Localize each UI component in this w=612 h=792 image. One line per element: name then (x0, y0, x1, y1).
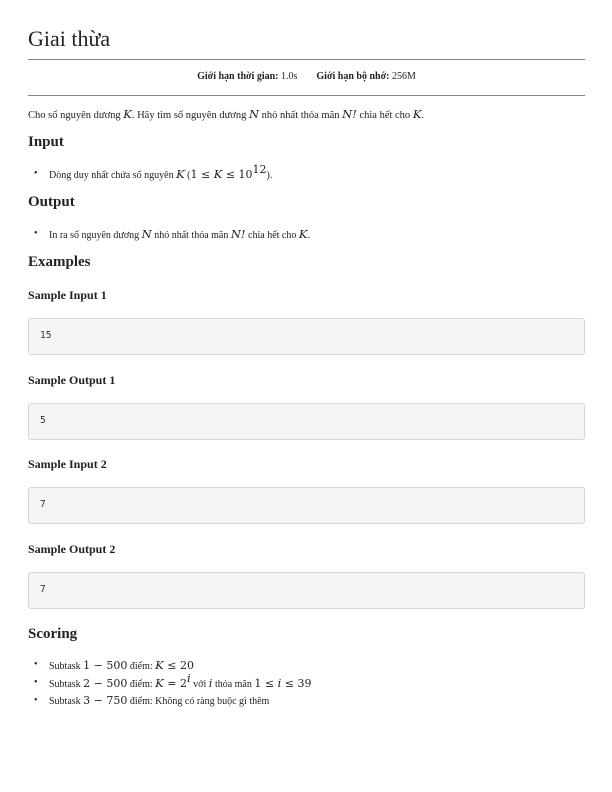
list-item: • Dòng duy nhất chứa số nguyên K $(1 \le K \le 10^{12})$. (28, 166, 272, 184)
problem-statement: Cho số nguyên dương K. Hãy tìm số nguyên dương N nhỏ nhất thỏa mãn N! chia hết cho K. (28, 107, 425, 121)
divider (28, 59, 585, 60)
time-limit-value: 1.0s (281, 71, 298, 82)
sample-input-2-box[interactable]: 7 (28, 487, 585, 524)
sample-input-1-label: Sample Input 1 (28, 288, 107, 302)
divider (28, 95, 585, 96)
page-title: Giai thừa (28, 26, 111, 51)
limits-bar (28, 71, 585, 82)
sample-output-2-box[interactable]: 7 (28, 572, 585, 609)
list-item: • In ra số nguyên dương N nhỏ nhất thỏa mãn N! chia hết cho K. (28, 226, 310, 244)
list-item: • Subtask 3 − 750 điểm: Không có ràng buộc gì thêm (28, 693, 312, 710)
scoring-heading: Scoring (28, 626, 78, 642)
input-list (28, 163, 273, 184)
scoring-list (28, 657, 312, 710)
memory-limit-label: Giới hạn bộ nhớ: (316, 71, 390, 82)
sample-input-1-box[interactable]: 15 (28, 318, 585, 355)
output-heading: Output (28, 194, 75, 210)
list-item: • Subtask 1 − 500 điểm: K ≤ 20 (28, 657, 312, 675)
sample-input-2-label: Sample Input 2 (28, 457, 107, 471)
examples-heading: Examples (28, 254, 91, 270)
memory-limit-value: 256M (391, 71, 416, 82)
sample-output-1-label: Sample Output 1 (28, 373, 116, 387)
sample-output-1-box[interactable]: 5 (28, 403, 585, 440)
sample-output-2-label: Sample Output 2 (28, 542, 116, 556)
list-item: • Subtask 2 − 500 điểm: $K = 2^i$ với i thỏa mãn 1 ≤ i ≤ 39 (28, 675, 312, 693)
input-heading: Input (28, 134, 64, 150)
time-limit-label: Giới hạn thời gian: (197, 71, 279, 82)
output-list (28, 226, 310, 244)
